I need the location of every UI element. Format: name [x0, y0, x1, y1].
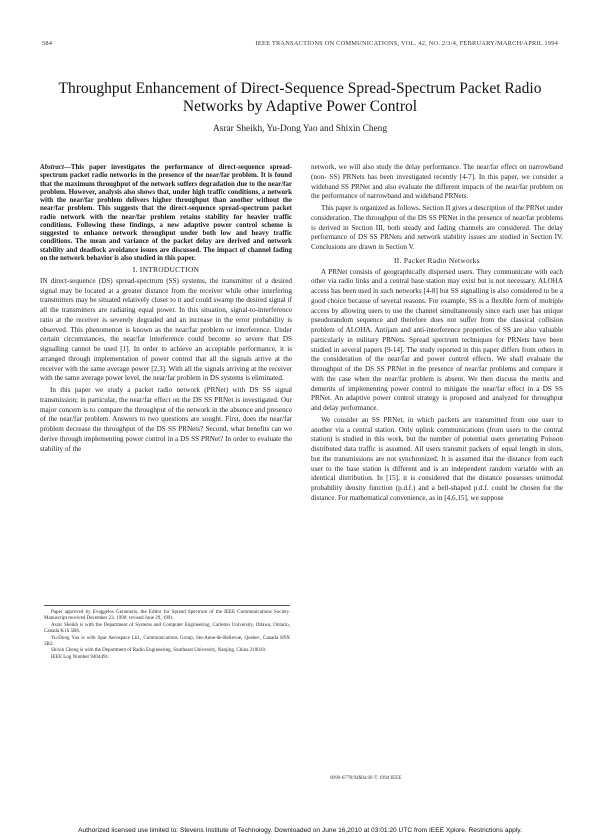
license-footer: Authorized licensed use limited to: Stevens Institute of Technology. Downloaded on June 16,2010 at 03:01:20 UTC from IEEE Xplore. Restrictions apply.	[78, 827, 522, 834]
author-line: Asrar Sheikh, Yu-Dong Yao and Shixin Cheng	[212, 124, 388, 134]
copyright-notice: 0090-6778/94$04.00 © 1994 IEEE	[330, 775, 402, 781]
section-heading-introduction: I. INTRODUCTION	[132, 265, 200, 274]
footnote-editor: Paper approved by Evaggelos Geraniotis, the Editor for Spread Spectrum of the IEEE Communications Society. Manuscript received December 23, 1990; revised June 29, 1991.	[44, 609, 290, 622]
section-heading-packet-radio: II. Packet Radio Networks	[394, 255, 480, 265]
left-column	[40, 163, 292, 454]
paper-title: Throughput Enhancement of Direct-Sequence Spread-Spectrum Packet Radio Networks by Adaptive Power Control	[58, 80, 542, 115]
running-header	[42, 40, 558, 52]
intro-paragraph-2: In this paper we study a packet radio network (PRNet) with DS SS signal transmission; in particular, the near/far effect on the DS SS PRNet is investigated. Our major concern is to compare the throughput of the network in the absence and presence of the near/far problem. Answers to two questions are sought. First, does the near/far problem decrease the throughput of the DS SS PRNets? Second, what benefits can we derive through implementing power control in a DS SS PRNet? In order to evaluate the stability of the	[40, 386, 292, 453]
footnote-author-1: Asrar Sheikh is with the Department of Systems and Computer Engineering, Carleton University, Ottawa, Ontario, Canada K1S 5B6.	[44, 621, 290, 635]
footnote-author-2: Yu-Dong Yao is with Spar Aerospace Ltd., Communications Group, Ste-Anne-de-Bellevue, Quebec, Canada H9X 3R2.	[44, 634, 290, 647]
intro-paragraph-1: IN direct-sequence (DS) spread-spectrum (SS) systems, the transmitter of a desired signal may be located at a greater distance from the receiver while other interfering transmitters may be situated relatively closer to it and could swamp the desired signal if all the transmitters are radiating equal power. In this situation, signal-to-interference ratio at the receiver is severely degraded and an increase in the error probability is observed. This phenomenon is known as the near/far problem or interference. Under certain circumstances, the near/far interference could become so severe that DS signalling cannot be used [1]. In order to achieve an acceptable performance, it is arranged through implementation of power control that all the signals arrive at the receiver with the same average power [2,3]. With all the signals arriving at the receiver with the same average power level, the near/far problem in DS systems is eliminated.	[40, 276, 292, 383]
section2-paragraph-1: A PRNet consists of geographically dispersed users. They communicate with each other via radio links and a central base station may exist but is not necessary. ALOHA access has been used in such networks [4-8] but SS signalling is also considered to be a good choice because of several reasons. For example, SS is a flexible form of multiple access by allowing users to use the channel simultaneously since each user has unique pseudorandom sequence and therefore does not suffer from the classical collision problem of ALOHA. Antijam and anti-interference properties of SS are also valuable particularly in military PRNets. Spread spectrum techniques for PRNets have been studied in several papers [9-14]. The study reported in this paper differs from others in the consideration of the near/far and power control effects. We shall evaluate the throughput of the DS SS PRNet in the presence of near/far problems and compare it with the case when the near/far problem is absent. We then discuss the merits and demerits of implementing power control to mitigate the near/far effect in a DS SS PRNet. An adaptive power control strategy is proposed and analyzed for throughput and delay performance.	[311, 267, 563, 412]
abstract	[40, 163, 292, 262]
section2-paragraph-2: We consider an SS PRNet, in which packets are transmitted from one user to another via a central station. Only uplink communications (from users to the central station) is studied in this work, but the number of potential users generating Poisson distributed data traffic is assumed. All users transmit packets of equal length in slots, but the transmissions are not synchronized. It is assumed that the distance from each user to the base station is different and is an independent random variable with an identical distribution. In [15], it is considered that the distance possesses unimodal probability density function (p.d.f.) and a bell-shaped p.d.f. could be chosen for the distance. For mathematical convenience, as in [4,6,15], we suppose	[311, 415, 563, 502]
right-column	[311, 163, 563, 504]
footnote-log-number: IEEE Log Number 9404491.	[51, 653, 110, 660]
abstract-text: This paper investigates the performance of direct-sequence spread-spectrum packet radio networks in the presence of the near/far problem. It is found that the maximum throughput of the network suffers degradation due to the near/far problem. However, analysis also shows that, under high traffic conditions, a network with the near/far problem delivers higher throughput than another without the near/far problem. This suggests that the direct-sequence spread-spectrum packet radio network with the near/far problem retains stability for heavier traffic conditions. Following these findings, a new adaptive power control scheme is suggested to enhance network throughput under both low and heavy traffic conditions. The mean and variance of the packet delay are derived and network stability and deadlock avoidance issues are discussed. The impact of channel fading on the network behavior is also studied in this paper.	[40, 163, 292, 262]
journal-header: IEEE TRANSACTIONS ON COMMUNICATIONS, VOL. 42, NO. 2/3/4, FEBRUARY/MARCH/APRIL 1994	[255, 40, 558, 47]
footnote-author-3: Shixin Cheng is with the Department of Radio Engineering, Southeast University, Nanjing, China 210018.	[51, 647, 267, 654]
organization-paragraph: This paper is organized as follows. Section II gives a description of the PRNet under consideration. The throughput of the DS SS PRNet in the presence of near/far problems is derived in Section III, both steady and fading channels are considered. The delay performance of DS SS PRNets and network stability issues are studied in Section IV. Conclusions are drawn in Section V.	[311, 204, 563, 251]
intro-continuation: network, we will also study the delay performance. The near/far effect on narrowband (non- SS) PRNets has been investigated recently [4-7]. In this paper, we consider a wideband SS PRNet and also evaluate the different impacts of the near/far problem on the performance of narrowband and wideband PRNets.	[311, 163, 563, 201]
footnotes	[44, 605, 290, 660]
page-number: 584	[42, 40, 53, 47]
abstract-label: Abstract—	[40, 163, 71, 171]
